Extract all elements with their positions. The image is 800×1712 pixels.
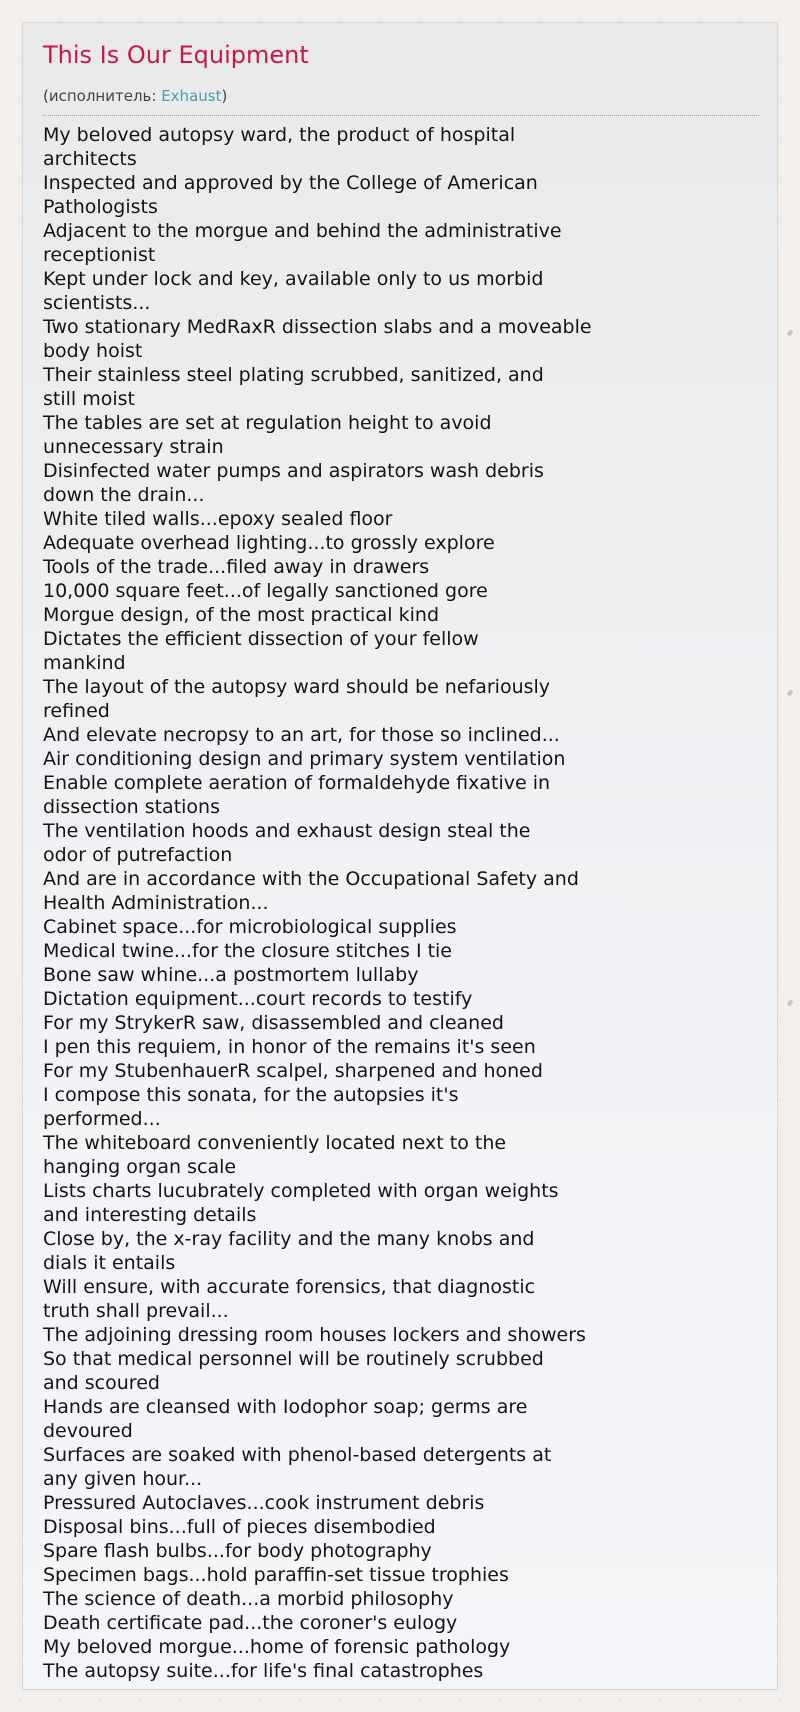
lyric-line: odor of putrefaction (43, 844, 233, 866)
lyric-line: Inspected and approved by the College of American (43, 172, 538, 194)
lyric-line: Dictates the efficient dissection of your fellow (43, 628, 479, 650)
lyric-line: Close by, the x-ray facility and the many knobs and (43, 1228, 535, 1250)
lyric-line: body hoist (43, 340, 143, 362)
artist-byline (43, 87, 227, 107)
lyric-line: dissection stations (43, 796, 220, 818)
lyric-line: The whiteboard conveniently located next to the (43, 1132, 507, 1154)
lyric-line: Morgue design, of the most practical kind (43, 604, 440, 626)
lyric-line: Bone saw whine...a postmortem lullaby (43, 964, 419, 986)
lyric-line: and interesting details (43, 1204, 257, 1226)
lyric-line: Surfaces are soaked with phenol-based detergents at (43, 1444, 552, 1466)
lyric-line: The autopsy suite...for life's final catastrophes (43, 1660, 484, 1682)
lyric-line: Adequate overhead lighting...to grossly explore (43, 532, 495, 554)
lyric-line: refined (43, 700, 110, 722)
lyrics-card (22, 22, 778, 1690)
lyric-line: performed... (43, 1108, 161, 1130)
lyric-line: still moist (43, 388, 135, 410)
lyric-line: Kept under lock and key, available only to us morbid (43, 268, 544, 290)
lyric-line: I compose this sonata, for the autopsies it's (43, 1084, 459, 1106)
lyric-line: My beloved autopsy ward, the product of hospital (43, 124, 516, 146)
lyric-line: Will ensure, with accurate forensics, that diagnostic (43, 1276, 536, 1298)
lyric-line: Death certificate pad...the coroner's eulogy (43, 1612, 458, 1634)
lyric-line: Lists charts lucubrately completed with organ weights (43, 1180, 559, 1202)
lyric-line: dials it entails (43, 1252, 176, 1274)
lyric-line: down the drain... (43, 484, 205, 506)
lyric-line: Pathologists (43, 196, 158, 218)
lyric-line: Pressured Autoclaves...cook instrument debris (43, 1492, 485, 1514)
song-title: This Is Our Equipment (43, 41, 309, 69)
lyric-line: receptionist (43, 244, 156, 266)
lyric-line: truth shall prevail... (43, 1300, 229, 1322)
lyric-line: I pen this requiem, in honor of the remains it's seen (43, 1036, 536, 1058)
lyric-line: The ventilation hoods and exhaust design steal the (43, 820, 531, 842)
lyric-line: Medical twine...for the closure stitches I tie (43, 940, 453, 962)
lyric-line: Adjacent to the morgue and behind the administrative (43, 220, 562, 242)
lyric-line: The adjoining dressing room houses lockers and showers (43, 1324, 586, 1346)
lyrics-text (43, 123, 759, 1683)
lyric-line: hanging organ scale (43, 1156, 237, 1178)
lyric-line: The layout of the autopsy ward should be nefariously (43, 676, 551, 698)
lyric-line: Cabinet space...for microbiological supplies (43, 916, 457, 938)
lyric-line: White tiled walls...epoxy sealed floor (43, 508, 393, 530)
lyric-line: mankind (43, 652, 126, 674)
byline-suffix: ) (221, 87, 228, 105)
lyric-line: architects (43, 148, 137, 170)
lyric-line: Dictation equipment...court records to testify (43, 988, 473, 1010)
lyric-line: Tools of the trade...filed away in drawers (43, 556, 430, 578)
byline-prefix: (исполнитель: (43, 87, 162, 105)
lyric-line: and scoured (43, 1372, 160, 1394)
lyric-line: Two stationary MedRaxR dissection slabs and a moveable (43, 316, 592, 338)
lyric-line: And are in accordance with the Occupational Safety and (43, 868, 579, 890)
lyric-line: The science of death...a morbid philosophy (43, 1588, 454, 1610)
lyric-line: Disposal bins...full of pieces disembodied (43, 1516, 436, 1538)
lyric-line: And elevate necropsy to an art, for those so inclined... (43, 724, 560, 746)
lyric-line: The tables are set at regulation height to avoid (43, 412, 492, 434)
lyric-line: Health Administration... (43, 892, 269, 914)
song-header (43, 39, 759, 116)
lyric-line: So that medical personnel will be routinely scrubbed (43, 1348, 544, 1370)
lyric-line: Specimen bags...hold paraffin-set tissue trophies (43, 1564, 509, 1586)
lyric-line: Spare flash bulbs...for body photography (43, 1540, 432, 1562)
lyric-line: Disinfected water pumps and aspirators wash debris (43, 460, 544, 482)
lyric-line: My beloved morgue...home of forensic pathology (43, 1636, 511, 1658)
lyric-line: devoured (43, 1420, 133, 1442)
lyric-line: Their stainless steel plating scrubbed, sanitized, and (43, 364, 544, 386)
lyric-line: For my StubenhauerR scalpel, sharpened and honed (43, 1060, 543, 1082)
lyric-line: Enable complete aeration of formaldehyde fixative in (43, 772, 551, 794)
lyric-line: Air conditioning design and primary system ventilation (43, 748, 566, 770)
lyric-line: any given hour... (43, 1468, 203, 1490)
artist-link[interactable]: Exhaust (161, 87, 222, 105)
lyric-line: For my StrykerR saw, disassembled and cleaned (43, 1012, 504, 1034)
lyric-line: unnecessary strain (43, 436, 224, 458)
lyric-line: 10,000 square feet...of legally sanctioned gore (43, 580, 488, 602)
lyric-line: scientists... (43, 292, 151, 314)
lyric-line: Hands are cleansed with Iodophor soap; germs are (43, 1396, 528, 1418)
